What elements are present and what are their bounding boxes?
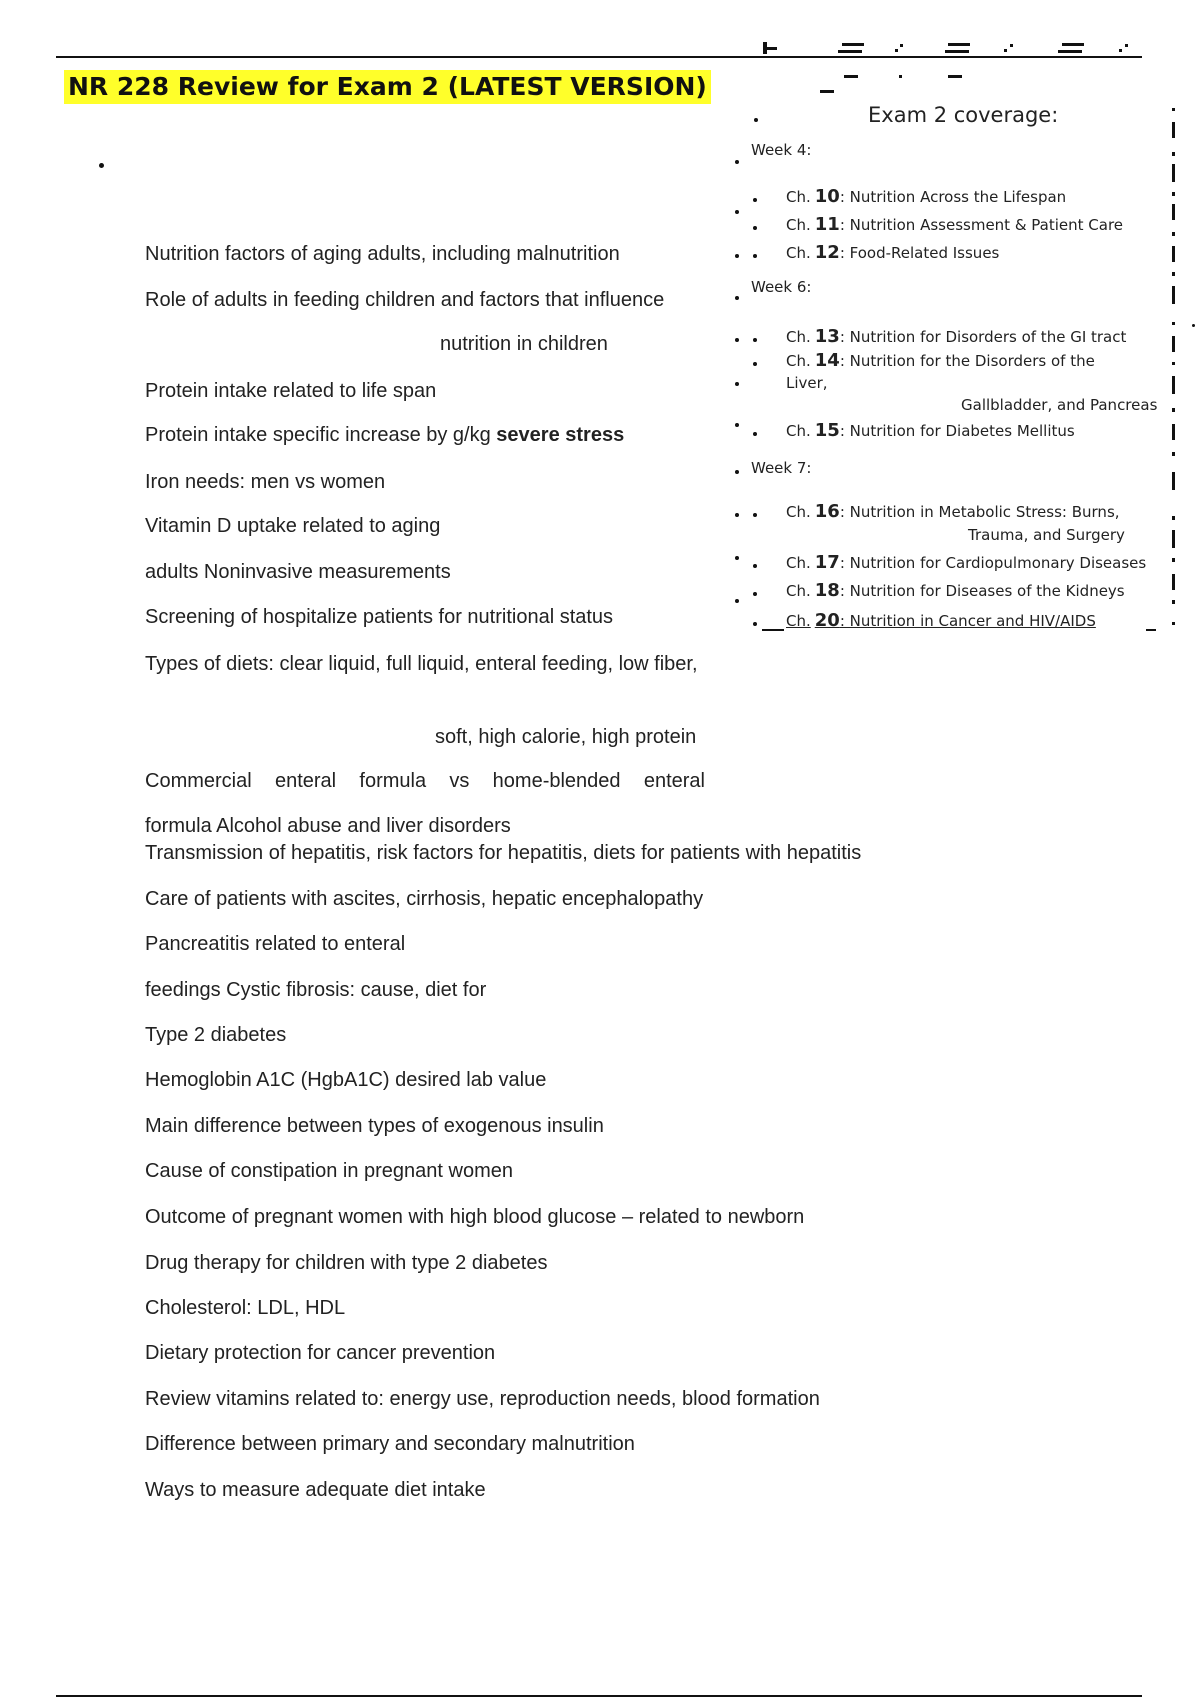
topic-item: Cholesterol: LDL, HDL [145,1297,346,1319]
chapter-title: : Nutrition for the Disorders of the [839,352,1095,370]
topic-word: formula [359,770,427,792]
topic-item: Screening of hospitalize patients for nutritional status [145,606,614,628]
chapter-prefix: Ch. [786,582,811,600]
chapter-prefix: Ch. [786,188,811,206]
week-label: Week 4: [751,141,812,159]
topic-item: Hemoglobin A1C (HgbA1C) desired lab value [145,1069,547,1091]
topic-item: formula Alcohol abuse and liver disorders [145,815,511,837]
chapter-title: : Food-Related Issues [839,244,1000,262]
week-label: Week 6: [751,278,812,296]
chapter-prefix: Ch. [786,554,811,572]
bottom-rule [56,1695,1142,1697]
chapter-item [786,242,999,263]
topic-item: Nutrition factors of aging adults, including malnutrition [145,243,620,265]
chapter-prefix: Ch. [786,216,811,234]
chapter-item-continued: Gallbladder, and Pancreas [961,396,1158,414]
chapter-prefix: Ch. [786,422,811,440]
chapter-title: : Nutrition for Cardiopulmonary Diseases [839,554,1147,572]
topic-text: Protein intake specific increase by g/kg [145,424,497,446]
topic-item: Protein intake related to life span [145,380,437,402]
topic-item: Drug therapy for children with type 2 diabetes [145,1252,548,1274]
topic-item: Transmission of hepatitis, risk factors for hepatitis, diets for patients with hepatitis [145,842,862,864]
bullet [735,296,739,300]
chapter-prefix: Ch. [786,612,811,630]
chapter-title: : Nutrition for Diseases of the Kidneys [839,582,1125,600]
chapter-prefix: Ch. [786,503,811,521]
bullet [735,254,739,258]
topic-word: Commercial [145,770,252,792]
chapter-item [786,552,1146,573]
chapter-number: 10 [814,186,840,207]
topic-item: Cause of constipation in pregnant women [145,1160,514,1182]
chapter-number: 11 [814,214,840,235]
topic-item: Care of patients with ascites, cirrhosis, hepatic encephalopathy [145,888,704,910]
chapter-number: 15 [814,420,840,441]
topic-item: Iron needs: men vs women [145,471,386,493]
stray-bullet [99,163,104,168]
chapter-prefix: Ch. [786,352,811,370]
bullet [753,226,757,230]
topic-item: Ways to measure adequate diet intake [145,1479,486,1501]
topic-item: Vitamin D uptake related to aging [145,515,441,537]
bullet [753,254,757,258]
chapter-item [786,580,1125,601]
chapter-item [786,326,1126,347]
topic-item: adults Noninvasive measurements [145,561,451,583]
dashed-border-artifact [1170,100,1182,640]
chapter-prefix: Ch. [786,244,811,262]
chapter-title: : Nutrition Across the Lifespan [839,188,1067,206]
chapter-title: : Nutrition Assessment & Patient Care [839,216,1124,234]
bullet [735,382,739,386]
bullet [753,592,757,596]
topic-emphasis: severe stress [496,424,625,446]
bullet [753,622,757,626]
underline-artifact [762,629,784,631]
chapter-number: 17 [814,552,840,573]
chapter-prefix: Ch. [786,328,811,346]
topic-item: nutrition in children [440,333,608,355]
chapter-item-continued: Trauma, and Surgery [968,526,1125,544]
topic-item [145,769,705,793]
bullet [753,432,757,436]
bullet [753,513,757,517]
underline-artifact [1146,629,1156,631]
bullet [735,210,739,214]
topic-item: Role of adults in feeding children and factors that influence [145,289,665,311]
coverage-heading: Exam 2 coverage: [868,103,1059,127]
chapter-title: : Nutrition in Cancer and HIV/AIDS [839,612,1096,630]
bullet [735,338,739,342]
topic-item: feedings Cystic fibrosis: cause, diet for [145,979,487,1001]
bullet [735,513,739,517]
bullet [754,118,758,122]
bullet [735,160,739,164]
bullet [753,198,757,202]
chapter-item [786,350,1095,371]
bullet [753,338,757,342]
topic-word: home-blended [492,770,621,792]
chapter-item [786,186,1066,207]
bullet [753,362,757,366]
stray-bullet [1192,324,1195,327]
bullet [735,470,739,474]
chapter-number: 16 [814,501,840,522]
topic-item: Difference between primary and secondary malnutrition [145,1433,635,1455]
chapter-number: 13 [814,326,840,347]
chapter-title: : Nutrition in Metabolic Stress: Burns, [839,503,1120,521]
chapter-title: : Nutrition for Disorders of the GI tract [839,328,1127,346]
topic-item: Outcome of pregnant women with high blood glucose – related to newborn [145,1206,805,1228]
exam-coverage-box [728,96,1178,656]
chapter-item [786,610,1096,631]
topic-item: Type 2 diabetes [145,1024,287,1046]
topic-item: Dietary protection for cancer prevention [145,1342,496,1364]
chapter-title: : Nutrition for Diabetes Mellitus [839,422,1075,440]
topic-item [145,423,624,447]
chapter-number: 12 [814,242,840,263]
topic-item: Review vitamins related to: energy use, reproduction needs, blood formation [145,1388,820,1410]
chapter-item-continued: Liver, [786,374,828,392]
bullet [735,423,739,427]
topic-word: enteral [643,770,705,792]
bullet [753,564,757,568]
chapter-item [786,420,1075,441]
chapter-item [786,214,1123,235]
chapter-number: 20 [814,610,840,631]
chapter-number: 14 [814,350,840,371]
bullet [735,556,739,560]
topic-word: enteral [274,770,337,792]
topic-word: vs [449,770,470,792]
chapter-number: 18 [814,580,840,601]
topic-item: soft, high calorie, high protein [435,726,697,748]
topic-item: Types of diets: clear liquid, full liquid, enteral feeding, low fiber, [145,653,698,675]
chapter-item [786,501,1120,522]
week-label: Week 7: [751,459,812,477]
document-title: NR 228 Review for Exam 2 (LATEST VERSION) [64,70,711,104]
header-artifact-marks [760,38,1140,88]
topic-item: Pancreatitis related to enteral [145,933,406,955]
topic-item: Main difference between types of exogenous insulin [145,1115,604,1137]
bullet [735,599,739,603]
